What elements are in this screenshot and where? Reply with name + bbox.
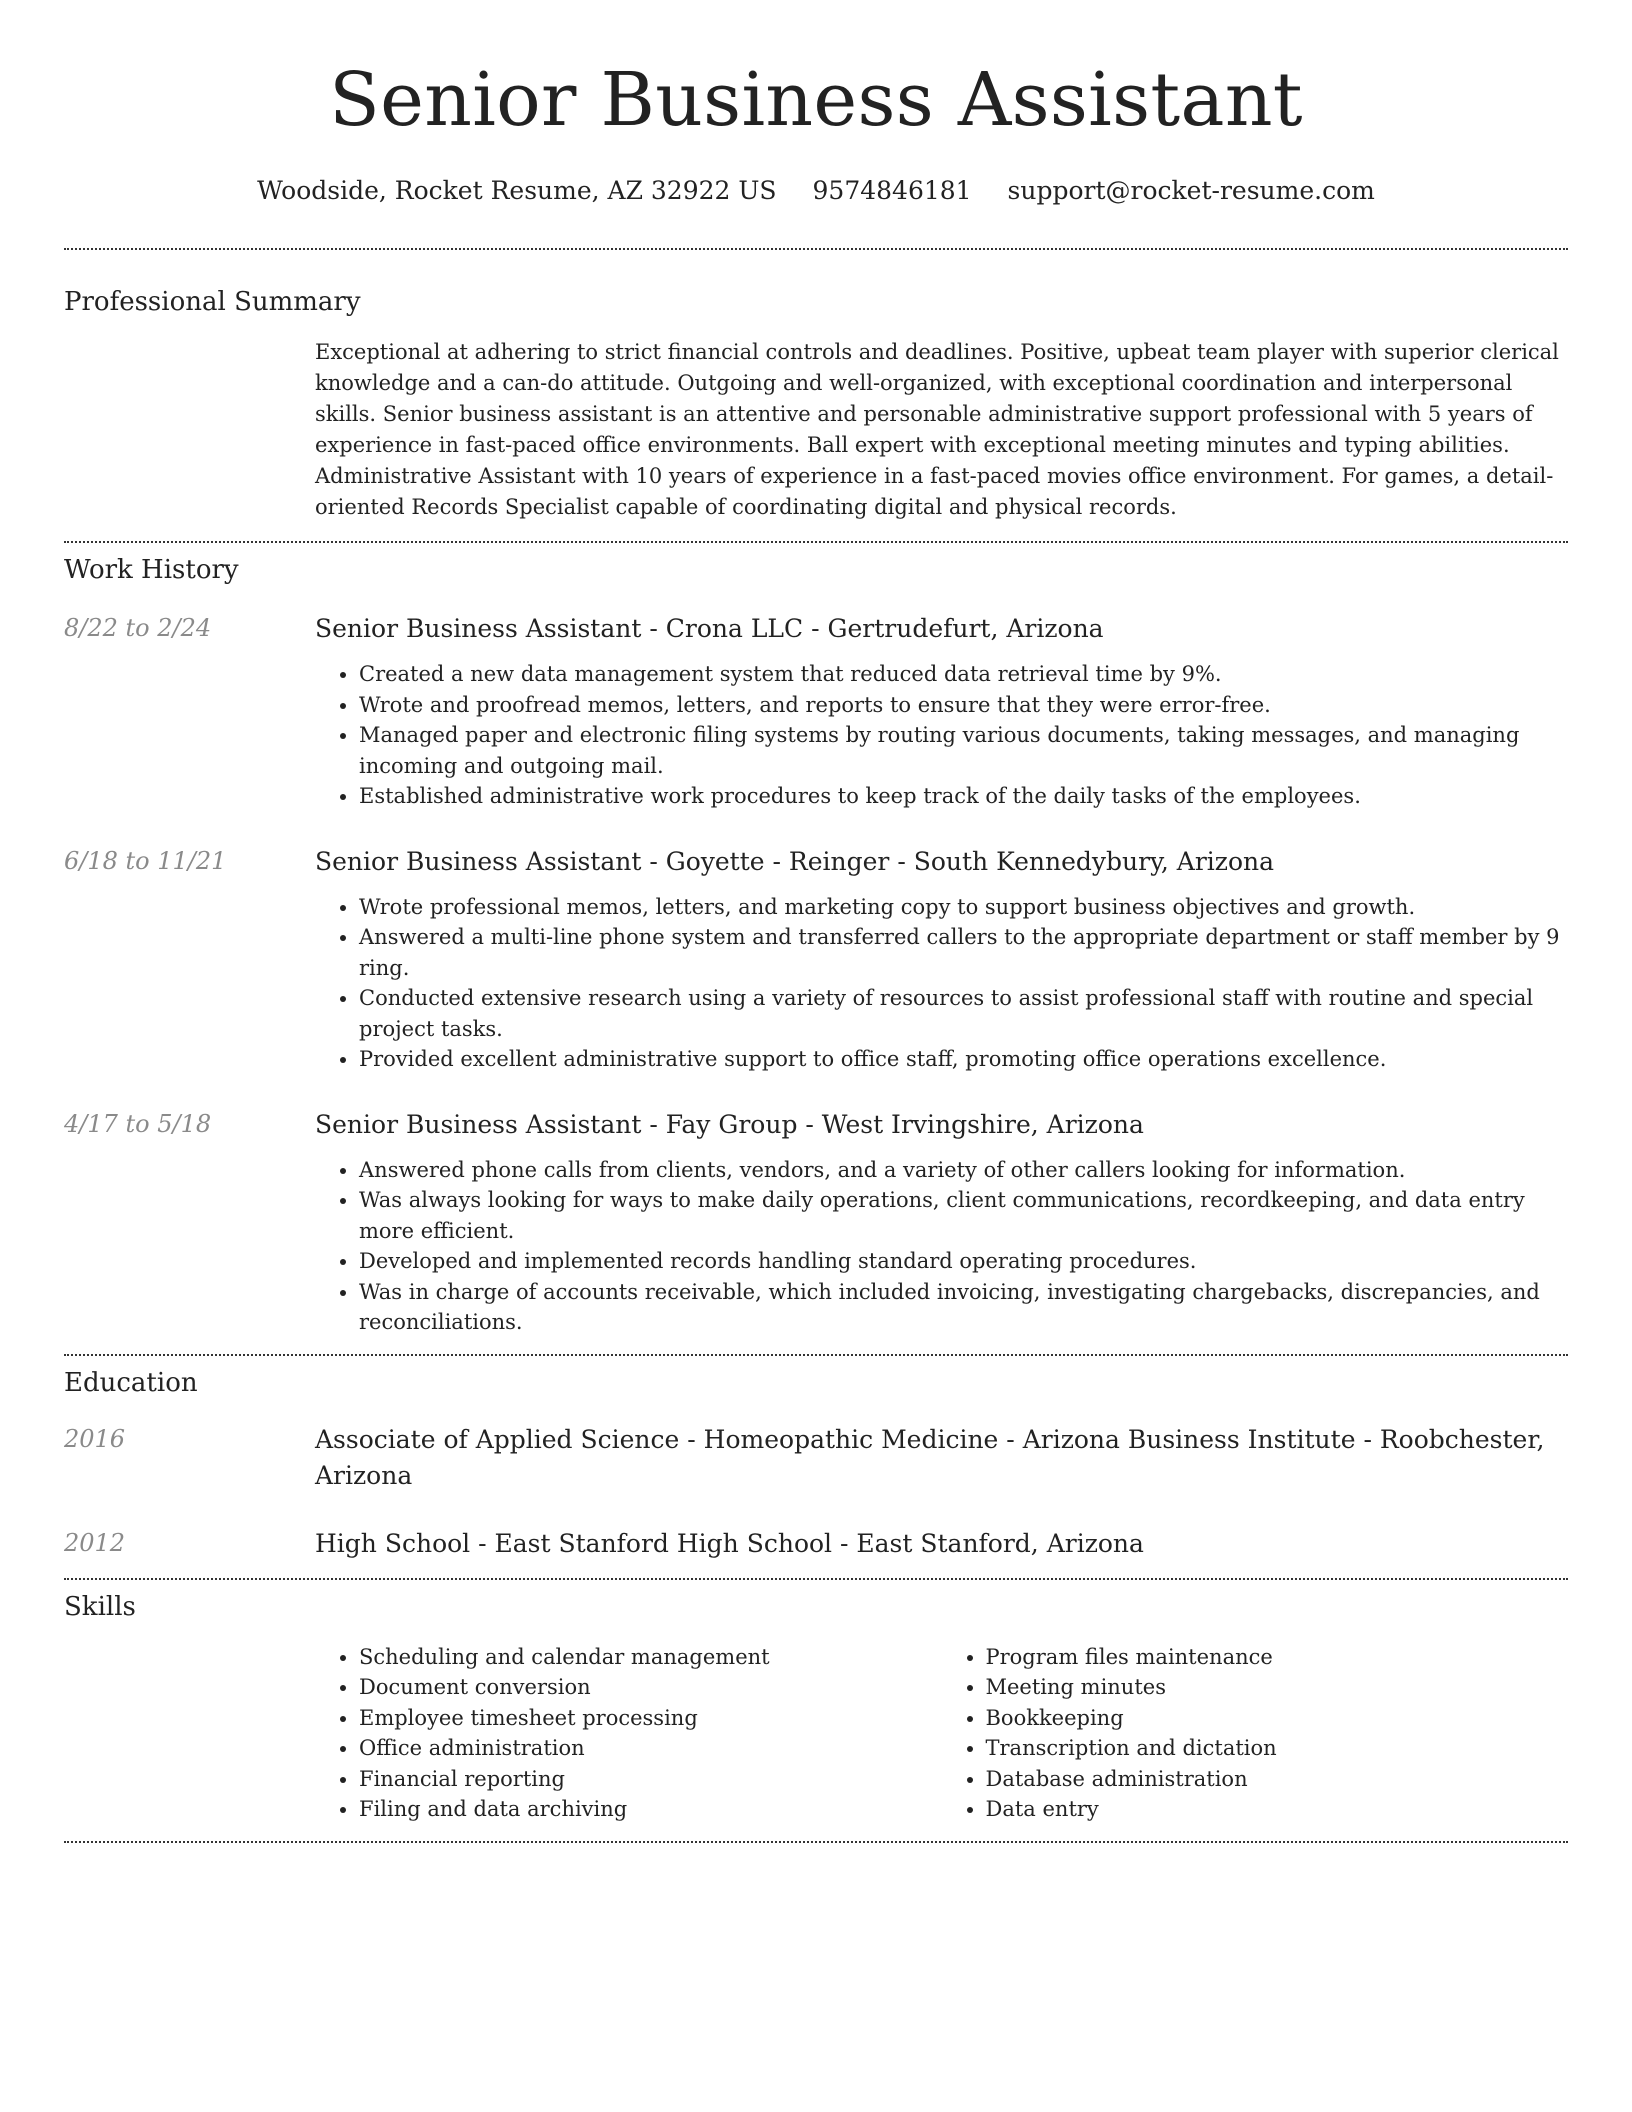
divider xyxy=(64,1841,1568,1843)
education-section xyxy=(0,1356,1632,1562)
job-entry xyxy=(64,1107,1568,1338)
job-bullet: • Created a new data management system that reduced data retrieval time by 9%. xyxy=(359,659,1568,690)
job-bullet: • Was always looking for ways to make daily operations, client communications, recordkeeping, and data entry more efficient. xyxy=(359,1185,1568,1246)
contact-email: support@rocket-resume.com xyxy=(1007,176,1375,205)
job-bullet: • Answered a multi-line phone system and transferred callers to the appropriate department or staff member by 9 ring. xyxy=(359,922,1568,983)
job-bullet: • Provided excellent administrative support to office staff, promoting office operations excellence. xyxy=(359,1044,1568,1075)
education-year: 2012 xyxy=(64,1528,126,1557)
summary-section xyxy=(0,250,1632,523)
skill-item: • Meeting minutes xyxy=(986,1672,1569,1703)
job-bullet: • Wrote professional memos, letters, and marketing copy to support business objectives and growth. xyxy=(359,892,1568,923)
skill-item: • Document conversion xyxy=(359,1672,942,1703)
skill-item: • Transcription and dictation xyxy=(986,1733,1569,1764)
job-heading: Senior Business Assistant - Fay Group - West Irvingshire, Arizona xyxy=(315,1109,1144,1139)
job-bullet: • Developed and implemented records handling standard operating procedures. xyxy=(359,1246,1568,1277)
skill-item: • Financial reporting xyxy=(359,1764,942,1795)
job-dates: 6/18 to 11/21 xyxy=(64,846,227,875)
contact-phone: 9574846181 xyxy=(812,176,972,205)
job-bullet: • Established administrative work procedures to keep track of the daily tasks of the employees. xyxy=(359,781,1568,812)
job-bullets xyxy=(315,1155,1568,1338)
skill-item: • Filing and data archiving xyxy=(359,1794,942,1825)
skill-item: • Database administration xyxy=(986,1764,1569,1795)
skill-item: • Bookkeeping xyxy=(986,1703,1569,1734)
education-entry xyxy=(64,1422,1568,1494)
job-bullet: • Was in charge of accounts receivable, which included invoicing, investigating chargebacks, discrepancies, and reconciliations. xyxy=(359,1277,1568,1338)
skill-item: • Data entry xyxy=(986,1794,1569,1825)
skills-section xyxy=(0,1580,1632,1825)
job-bullets xyxy=(315,659,1568,812)
skill-item: • Program files maintenance xyxy=(986,1642,1569,1673)
candidate-name: Senior Business Assistant xyxy=(329,57,1303,143)
section-title-education: Education xyxy=(64,1367,198,1398)
skill-item: • Office administration xyxy=(359,1733,942,1764)
job-dates: 4/17 to 5/18 xyxy=(64,1109,212,1138)
skill-item: • Scheduling and calendar management xyxy=(359,1642,942,1673)
section-title-work-history: Work History xyxy=(64,555,239,585)
job-heading: Senior Business Assistant - Goyette - Reinger - South Kennedybury, Arizona xyxy=(315,846,1274,876)
section-title-skills: Skills xyxy=(64,1591,136,1622)
contact-line xyxy=(0,174,1632,208)
job-heading: Senior Business Assistant - Crona LLC - Gertrudefurt, Arizona xyxy=(315,614,1104,643)
job-bullet: • Wrote and proofread memos, letters, and reports to ensure that they were error-free. xyxy=(359,690,1568,721)
contact-address: Woodside, Rocket Resume, AZ 32922 US xyxy=(257,176,777,205)
job-bullet: • Managed paper and electronic filing systems by routing various documents, taking messages, and managing incoming and outgoing mail. xyxy=(359,720,1568,781)
education-entry xyxy=(64,1526,1568,1562)
work-history-section xyxy=(0,543,1632,1338)
education-year: 2016 xyxy=(64,1424,126,1453)
job-bullets xyxy=(315,892,1568,1075)
education-heading: High School - East Stanford High School - East Stanford, Arizona xyxy=(315,1528,1144,1558)
resume-header xyxy=(0,0,1632,208)
skill-item: • Employee timesheet processing xyxy=(359,1703,942,1734)
job-entry xyxy=(64,844,1568,1075)
job-bullet: • Conducted extensive research using a variety of resources to assist professional staff with routine and special project tasks. xyxy=(359,983,1568,1044)
skills-list-left xyxy=(315,1642,942,1825)
job-bullet: • Answered phone calls from clients, vendors, and a variety of other callers looking for information. xyxy=(359,1155,1568,1186)
summary-text: Exceptional at adhering to strict financial controls and deadlines. Positive, upbeat team player with superior clerical knowledge and a can-do attitude. Outgoing and well-organized, with exceptional coordination and interpersonal skills. Senior business assistant is an attentive and personable administrative support professional with 5 years of experience in fast-paced office environments. Ball expert with exceptional meeting minutes and typing abilities. Administrative Assistant with 10 years of experience in a fast-paced movies office environment. For games, a detail-oriented Records Specialist capable of coordinating digital and physical records. xyxy=(315,340,1559,519)
education-heading: Associate of Applied Science - Homeopathic Medicine - Arizona Business Institute - Roobchester, Arizona xyxy=(315,1424,1545,1490)
section-title-summary: Professional Summary xyxy=(64,287,361,317)
job-entry xyxy=(64,611,1568,812)
job-dates: 8/22 to 2/24 xyxy=(64,614,212,642)
skills-list-right xyxy=(942,1642,1569,1825)
